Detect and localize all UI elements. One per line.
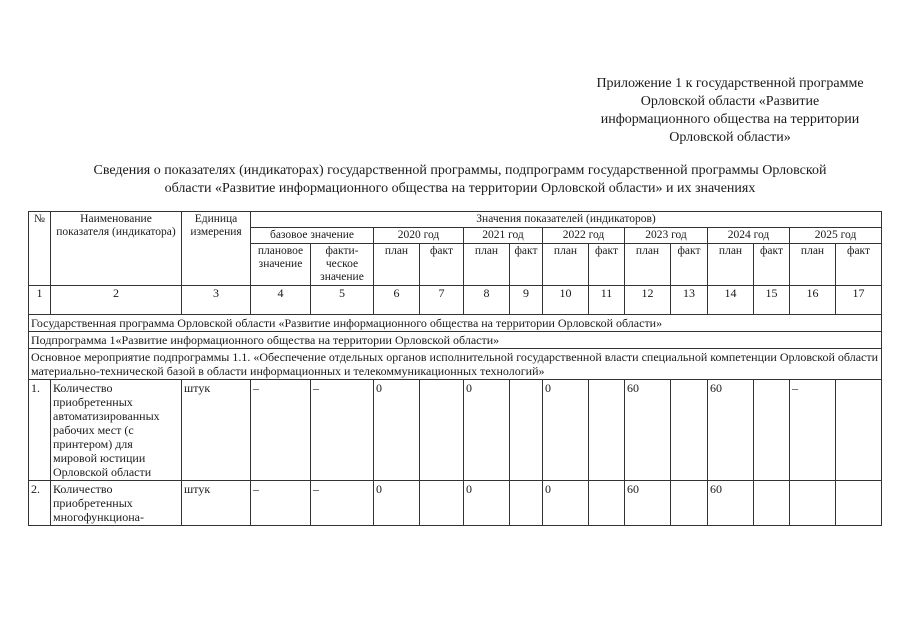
header-planned: плановое значение: [251, 244, 311, 286]
header-fact: факт: [420, 244, 464, 286]
appendix-line: информационного общества на территории: [600, 112, 860, 127]
header-unit: Единица измерения: [182, 212, 251, 286]
section-subprogram: Подпрограмма 1«Развитие информационного общества на территории Орловской области»: [29, 332, 882, 349]
col-number: 5: [311, 286, 374, 315]
col-number: 4: [251, 286, 311, 315]
cell-2024-fact: [754, 481, 790, 526]
cell-2020-plan: 0: [374, 380, 420, 481]
appendix-caption: [570, 75, 890, 147]
appendix-line: Орловской области»: [669, 130, 791, 145]
cell-2025-fact: [836, 481, 882, 526]
row-unit: штук: [182, 481, 251, 526]
col-number: 8: [464, 286, 510, 315]
appendix-line: Приложение 1 к государственной программе: [596, 76, 864, 91]
cell-2024-plan: 60: [708, 380, 754, 481]
header-year-2022: 2022 год: [543, 228, 625, 244]
title-line: Сведения о показателях (индикаторах) государственной программы, подпрограмм государственной программы Орловской: [93, 163, 827, 178]
cell-2022-plan: 0: [543, 481, 589, 526]
header-base: базовое значение: [251, 228, 374, 244]
cell-2021-plan: 0: [464, 481, 510, 526]
cell-2023-fact: [671, 380, 708, 481]
cell-2021-fact: [510, 481, 543, 526]
cell-2024-fact: [754, 380, 790, 481]
section-row-main-activity: [29, 349, 882, 380]
col-number: 2: [51, 286, 182, 315]
col-number: 1: [29, 286, 51, 315]
header-plan: план: [543, 244, 589, 286]
cell-2025-plan: –: [790, 380, 836, 481]
cell-2023-plan: 60: [625, 380, 671, 481]
col-number: 7: [420, 286, 464, 315]
row-num: 1.: [29, 380, 51, 481]
col-number: 6: [374, 286, 420, 315]
cell-2022-fact: [589, 380, 625, 481]
table-row: [29, 380, 882, 481]
cell-2023-fact: [671, 481, 708, 526]
header-year-2020: 2020 год: [374, 228, 464, 244]
cell-base-planned: –: [251, 481, 311, 526]
row-indicator-name: Количество приобретенных многофункциона-: [51, 481, 182, 526]
header-plan: план: [464, 244, 510, 286]
cell-2020-plan: 0: [374, 481, 420, 526]
table-row: [29, 481, 882, 526]
document-title: [30, 162, 890, 198]
header-plan: план: [625, 244, 671, 286]
row-indicator-name: Количество приобретенных автоматизированных рабочих мест (с принтером) для мировой юстиции Орловской области: [51, 380, 182, 481]
col-number: 9: [510, 286, 543, 315]
section-main-activity: Основное мероприятие подпрограммы 1.1. «Обеспечение отдельных органов исполнительной государственной власти специальной компетенции Орловской области материально-технической базой в области информационных и телекоммуникационных технологий»: [29, 349, 882, 380]
cell-base-actual: –: [311, 380, 374, 481]
header-year-2024: 2024 год: [708, 228, 790, 244]
indicators-table: [28, 211, 882, 526]
cell-base-planned: –: [251, 380, 311, 481]
col-number: 17: [836, 286, 882, 315]
col-number: 16: [790, 286, 836, 315]
section-program: Государственная программа Орловской области «Развитие информационного общества на территории Орловской области»: [29, 315, 882, 332]
header-fact: факт: [754, 244, 790, 286]
cell-base-actual: –: [311, 481, 374, 526]
cell-2024-plan: 60: [708, 481, 754, 526]
header-plan: план: [374, 244, 420, 286]
header-fact: факт: [836, 244, 882, 286]
cell-2021-fact: [510, 380, 543, 481]
cell-2020-fact: [420, 481, 464, 526]
header-year-2021: 2021 год: [464, 228, 543, 244]
header-actual: факти-ческое значение: [311, 244, 374, 286]
col-number: 10: [543, 286, 589, 315]
section-row-program: [29, 315, 882, 332]
row-num: 2.: [29, 481, 51, 526]
cell-2025-fact: [836, 380, 882, 481]
col-number: 12: [625, 286, 671, 315]
header-values-group: Значения показателей (индикаторов): [251, 212, 882, 228]
col-number: 13: [671, 286, 708, 315]
cell-2022-fact: [589, 481, 625, 526]
title-line: области «Развитие информационного общества на территории Орловской области» и их значениях: [164, 181, 756, 196]
header-fact: факт: [671, 244, 708, 286]
col-number: 11: [589, 286, 625, 315]
header-row-1: [29, 212, 882, 228]
header-plan: план: [708, 244, 754, 286]
col-number: 15: [754, 286, 790, 315]
section-row-subprogram: [29, 332, 882, 349]
header-fact: факт: [510, 244, 543, 286]
header-name: Наименование показателя (индикатора): [51, 212, 182, 286]
header-num: №: [29, 212, 51, 286]
cell-2022-plan: 0: [543, 380, 589, 481]
column-numbers-row: [29, 286, 882, 315]
col-number: 14: [708, 286, 754, 315]
header-plan: план: [790, 244, 836, 286]
col-number: 3: [182, 286, 251, 315]
cell-2020-fact: [420, 380, 464, 481]
appendix-line: Орловской области «Развитие: [640, 94, 820, 109]
row-unit: штук: [182, 380, 251, 481]
header-year-2025: 2025 год: [790, 228, 882, 244]
cell-2021-plan: 0: [464, 380, 510, 481]
cell-2025-plan: [790, 481, 836, 526]
cell-2023-plan: 60: [625, 481, 671, 526]
header-fact: факт: [589, 244, 625, 286]
header-year-2023: 2023 год: [625, 228, 708, 244]
